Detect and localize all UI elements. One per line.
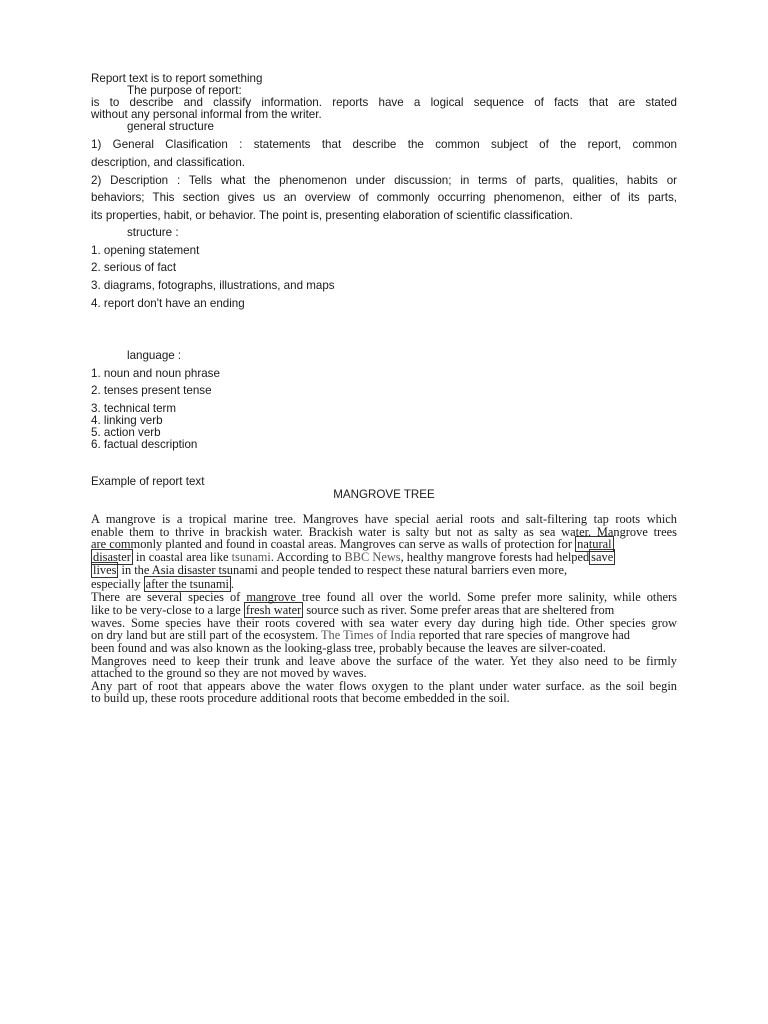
language-item: 3. technical term [91,402,177,415]
general-structure-heading: general structure [127,120,214,133]
article-line: waves. Some species have their roots covered with sea water every day during high tide. Other species grow [91,616,677,630]
purpose-heading: The purpose of report: [127,84,242,97]
link-bbc-news[interactable]: BBC News [344,550,401,564]
article-line: are commonly planted and found in coastal areas. Mangroves can serve as walls of protection for natural [91,537,612,551]
structure-item: 2. serious of fact [91,261,177,274]
highlight-natural: natural [577,537,612,551]
article-line: enable them to thrive in brackish water. Brackish water is salty but not as salty as sea water. Mangrove trees [91,525,677,539]
language-heading: language : [127,349,182,362]
link-times-of-india[interactable]: The Times of India [320,628,416,642]
description-line-2: behaviors; This section gives us an overview of commonly occurring phenomenon, either of its parts, [91,191,677,204]
highlight-save: save [591,550,614,564]
description-line-3: its properties, habit, or behavior. The point is, presenting elaboration of scientific classification. [91,209,573,222]
article-line: A mangrove is a tropical marine tree. Mangroves have special aerial roots and salt-filtering tap roots which [91,512,677,526]
language-item: 6. factual description [91,438,198,451]
intro-line-1: Report text is to report something [91,72,263,85]
highlight-fresh-water: fresh water [245,603,302,617]
example-label: Example of report text [91,475,205,488]
article-line: like to be very-close to a large fresh water source such as river. Some prefer areas that are sheltered from [91,603,615,617]
highlight-after-tsunami: after the tsunami [145,577,229,591]
article-line: on dry land but are still part of the ecosystem. The Times of India reported that rare species of mangrove had [91,628,630,642]
intro-line-3: is to describe and classify information. reports have a logical sequence of facts that are stated [91,96,677,109]
language-item: 1. noun and noun phrase [91,367,220,380]
intro-line-4: without any personal informal from the writer. [91,108,322,121]
article-line: There are several species of mangrove tree found all over the world. Some prefer more salinity, while others [91,590,677,604]
structure-item: 1. opening statement [91,244,200,257]
highlight-disaster: disaster [93,550,131,564]
structure-item: 3. diagrams, fotographs, illustrations, and maps [91,279,335,292]
article-line: to build up, these roots procedure additional roots that become embedded in the soil. [91,691,510,705]
article-line: attached to the ground so they are not moved by waves. [91,666,367,680]
structure-item: 4. report don't have an ending [91,297,245,310]
article-line: Mangroves need to keep their trunk and leave above the surface of the water. Yet they also need to be firmly [91,654,677,668]
structure-heading: structure : [127,226,179,239]
article-line: Any part of root that appears above the water flows oxygen to the plant under water surface. as the soil begin [91,679,677,693]
language-item: 2. tenses present tense [91,384,212,397]
general-line-2: description, and classification. [91,156,246,169]
article-line: been found and was also known as the looking-glass tree, probably because the leaves are silver-coated. [91,641,606,655]
general-line-1: 1) General Clasification : statements that describe the common subject of the report, common [91,138,677,151]
article-line: especially after the tsunami . [91,577,235,591]
description-line-1: 2) Description : Tells what the phenomenon under discussion; in terms of parts, qualities, habits or [91,174,677,187]
article-line: disaster in coastal area like tsunami. According to BBC News, healthy mangrove forests had helped save [93,550,614,564]
highlight-lives: lives [93,563,117,577]
article-line: lives in the Asia disaster tsunami and people tended to respect these natural barriers even more, [93,563,568,577]
language-item: 5. action verb [91,426,161,439]
article-title: MANGROVE TREE [333,488,435,501]
language-item: 4. linking verb [91,414,163,427]
link-tsunami[interactable]: tsunami [231,550,271,564]
